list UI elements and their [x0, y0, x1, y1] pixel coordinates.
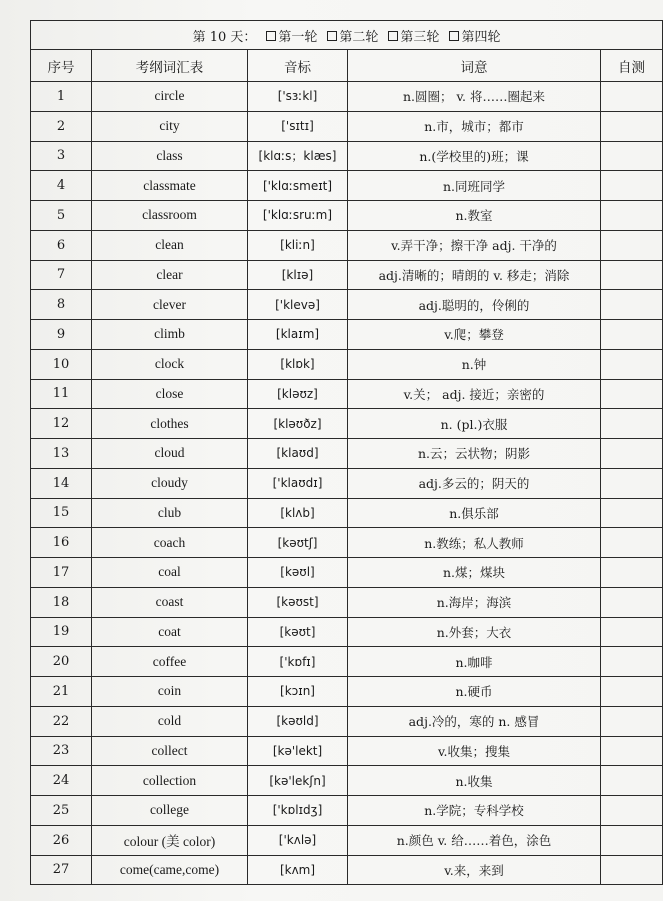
row-meaning: n.钟 [348, 349, 601, 379]
row-self-test-cell[interactable] [601, 320, 663, 350]
table-row [31, 201, 663, 231]
row-meaning: n.煤；煤块 [348, 558, 601, 588]
row-meaning: n.云；云状物；阴影 [348, 439, 601, 469]
row-phonetic: [kəʊt] [248, 617, 348, 647]
row-self-test-cell[interactable] [601, 855, 663, 885]
row-index: 12 [31, 409, 92, 439]
day-header-row [31, 21, 663, 50]
table-row [31, 290, 663, 320]
row-meaning: v.弄干净；擦干净 adj. 干净的 [348, 230, 601, 260]
row-meaning: n.学院；专科学校 [348, 796, 601, 826]
round-checkbox-2[interactable] [327, 31, 337, 41]
row-self-test-cell[interactable] [601, 766, 663, 796]
row-self-test-cell[interactable] [601, 617, 663, 647]
table-row [31, 379, 663, 409]
row-phonetic: ['sɜːkl] [248, 82, 348, 112]
row-word: come(came,come) [92, 855, 248, 885]
row-index: 22 [31, 706, 92, 736]
table-row [31, 558, 663, 588]
row-index: 7 [31, 260, 92, 290]
row-self-test-cell[interactable] [601, 349, 663, 379]
round-label-3: 第三轮 [400, 29, 440, 45]
table-row [31, 825, 663, 855]
row-index: 4 [31, 171, 92, 201]
day-label: 第 10 天： [192, 29, 257, 45]
table-row [31, 498, 663, 528]
table-row [31, 528, 663, 558]
row-word: clothes [92, 409, 248, 439]
row-meaning: v.来，来到 [348, 855, 601, 885]
table-row [31, 468, 663, 498]
row-phonetic: [kləʊðz] [248, 409, 348, 439]
row-phonetic: [kliːn] [248, 230, 348, 260]
row-word: coal [92, 558, 248, 588]
row-word: collect [92, 736, 248, 766]
row-phonetic: ['sɪtɪ] [248, 111, 348, 141]
row-word: colour (美 color) [92, 825, 248, 855]
row-meaning: n.教练；私人教师 [348, 528, 601, 558]
row-self-test-cell[interactable] [601, 260, 663, 290]
row-phonetic: ['klevə] [248, 290, 348, 320]
row-self-test-cell[interactable] [601, 528, 663, 558]
row-meaning: n.教室 [348, 201, 601, 231]
row-phonetic: [kɔɪn] [248, 677, 348, 707]
row-word: cold [92, 706, 248, 736]
row-meaning: n.咖啡 [348, 647, 601, 677]
row-self-test-cell[interactable] [601, 825, 663, 855]
table-row [31, 706, 663, 736]
table-row [31, 647, 663, 677]
row-phonetic: [klɒk] [248, 349, 348, 379]
table-row [31, 617, 663, 647]
row-meaning: n.圆圈； v. 将……圈起来 [348, 82, 601, 112]
row-phonetic: ['klɑːsmeɪt] [248, 171, 348, 201]
row-self-test-cell[interactable] [601, 379, 663, 409]
row-meaning: adj.清晰的；晴朗的 v. 移走；消除 [348, 260, 601, 290]
round-label-4: 第四轮 [461, 29, 501, 45]
row-word: collection [92, 766, 248, 796]
row-index: 20 [31, 647, 92, 677]
row-meaning: n.外套；大衣 [348, 617, 601, 647]
row-index: 21 [31, 677, 92, 707]
row-meaning: n.市，城市；都市 [348, 111, 601, 141]
table-row [31, 766, 663, 796]
row-index: 13 [31, 439, 92, 469]
round-label-2: 第二轮 [339, 29, 379, 45]
table-row [31, 82, 663, 112]
col-header-self-test: 自测 [601, 50, 663, 82]
col-header-meaning: 词意 [348, 50, 601, 82]
row-word: classroom [92, 201, 248, 231]
table-row [31, 855, 663, 885]
row-phonetic: [klaɪm] [248, 320, 348, 350]
row-meaning: n.收集 [348, 766, 601, 796]
row-phonetic: ['kɒlɪdʒ] [248, 796, 348, 826]
row-self-test-cell[interactable] [601, 468, 663, 498]
table-row [31, 111, 663, 141]
round-label-1: 第一轮 [278, 29, 318, 45]
row-phonetic: [kəʊl] [248, 558, 348, 588]
row-word: cloud [92, 439, 248, 469]
row-meaning: v.关； adj. 接近；亲密的 [348, 379, 601, 409]
row-word: climb [92, 320, 248, 350]
row-self-test-cell[interactable] [601, 409, 663, 439]
row-word: coat [92, 617, 248, 647]
row-index: 5 [31, 201, 92, 231]
row-meaning: adj.冷的，寒的 n. 感冒 [348, 706, 601, 736]
row-phonetic: [kə'lekʃn] [248, 766, 348, 796]
table-row [31, 230, 663, 260]
row-index: 10 [31, 349, 92, 379]
row-phonetic: [klɑːs；klæs] [248, 141, 348, 171]
row-self-test-cell[interactable] [601, 171, 663, 201]
row-meaning: v.爬；攀登 [348, 320, 601, 350]
table-row [31, 141, 663, 171]
row-meaning: n.同班同学 [348, 171, 601, 201]
col-header-word: 考纲词汇表 [92, 50, 248, 82]
table-row [31, 677, 663, 707]
table-row [31, 587, 663, 617]
table-row [31, 260, 663, 290]
row-index: 18 [31, 587, 92, 617]
row-word: coffee [92, 647, 248, 677]
row-phonetic: ['klɑːsruːm] [248, 201, 348, 231]
table-row [31, 349, 663, 379]
row-meaning: v.收集；搜集 [348, 736, 601, 766]
row-word: coast [92, 587, 248, 617]
row-word: cloudy [92, 468, 248, 498]
row-index: 1 [31, 82, 92, 112]
row-index: 6 [31, 230, 92, 260]
row-meaning: n.海岸；海滨 [348, 587, 601, 617]
row-self-test-cell[interactable] [601, 141, 663, 171]
table-row [31, 796, 663, 826]
table-row [31, 439, 663, 469]
row-self-test-cell[interactable] [601, 587, 663, 617]
round-checkbox-1[interactable] [266, 31, 276, 41]
row-word: circle [92, 82, 248, 112]
row-self-test-cell[interactable] [601, 439, 663, 469]
row-word: clever [92, 290, 248, 320]
row-index: 24 [31, 766, 92, 796]
row-phonetic: [kʌm] [248, 855, 348, 885]
row-index: 19 [31, 617, 92, 647]
row-phonetic: [kəʊld] [248, 706, 348, 736]
row-phonetic: [klʌb] [248, 498, 348, 528]
row-index: 2 [31, 111, 92, 141]
row-self-test-cell[interactable] [601, 558, 663, 588]
row-index: 9 [31, 320, 92, 350]
row-word: city [92, 111, 248, 141]
row-index: 25 [31, 796, 92, 826]
row-phonetic: [kəʊtʃ] [248, 528, 348, 558]
round-checkbox-4[interactable] [449, 31, 459, 41]
column-header-row [31, 50, 663, 82]
row-phonetic: [kəʊst] [248, 587, 348, 617]
row-meaning: n.颜色 v. 给……着色，涂色 [348, 825, 601, 855]
row-meaning: adj.聪明的，伶俐的 [348, 290, 601, 320]
row-phonetic: [klɪə] [248, 260, 348, 290]
row-meaning: adj.多云的；阴天的 [348, 468, 601, 498]
row-index: 11 [31, 379, 92, 409]
row-index: 3 [31, 141, 92, 171]
row-phonetic: [kə'lekt] [248, 736, 348, 766]
row-word: class [92, 141, 248, 171]
row-self-test-cell[interactable] [601, 796, 663, 826]
vocabulary-table [30, 20, 663, 885]
row-phonetic: [klaʊd] [248, 439, 348, 469]
round-checkbox-3[interactable] [388, 31, 398, 41]
row-self-test-cell[interactable] [601, 82, 663, 112]
day-header [31, 21, 663, 50]
row-index: 27 [31, 855, 92, 885]
row-phonetic: ['kʌlə] [248, 825, 348, 855]
row-word: club [92, 498, 248, 528]
row-index: 14 [31, 468, 92, 498]
row-index: 23 [31, 736, 92, 766]
row-word: clear [92, 260, 248, 290]
row-self-test-cell[interactable] [601, 498, 663, 528]
col-header-phonetic: 音标 [248, 50, 348, 82]
row-index: 26 [31, 825, 92, 855]
col-header-index: 序号 [31, 50, 92, 82]
row-meaning: n. (pl.)衣服 [348, 409, 601, 439]
row-meaning: n.硬币 [348, 677, 601, 707]
row-self-test-cell[interactable] [601, 290, 663, 320]
row-index: 16 [31, 528, 92, 558]
row-word: coin [92, 677, 248, 707]
row-phonetic: [kləʊz] [248, 379, 348, 409]
row-self-test-cell[interactable] [601, 677, 663, 707]
row-self-test-cell[interactable] [601, 736, 663, 766]
row-self-test-cell[interactable] [601, 201, 663, 231]
row-word: college [92, 796, 248, 826]
row-word: classmate [92, 171, 248, 201]
row-self-test-cell[interactable] [601, 706, 663, 736]
row-index: 8 [31, 290, 92, 320]
table-row [31, 320, 663, 350]
table-row [31, 409, 663, 439]
row-phonetic: ['klaʊdɪ] [248, 468, 348, 498]
row-meaning: n.俱乐部 [348, 498, 601, 528]
row-index: 15 [31, 498, 92, 528]
row-index: 17 [31, 558, 92, 588]
row-word: clean [92, 230, 248, 260]
table-row [31, 171, 663, 201]
row-word: close [92, 379, 248, 409]
row-self-test-cell[interactable] [601, 647, 663, 677]
row-meaning: n.(学校里的)班；课 [348, 141, 601, 171]
row-self-test-cell[interactable] [601, 230, 663, 260]
row-word: clock [92, 349, 248, 379]
row-word: coach [92, 528, 248, 558]
table-row [31, 736, 663, 766]
row-phonetic: ['kɒfɪ] [248, 647, 348, 677]
row-self-test-cell[interactable] [601, 111, 663, 141]
